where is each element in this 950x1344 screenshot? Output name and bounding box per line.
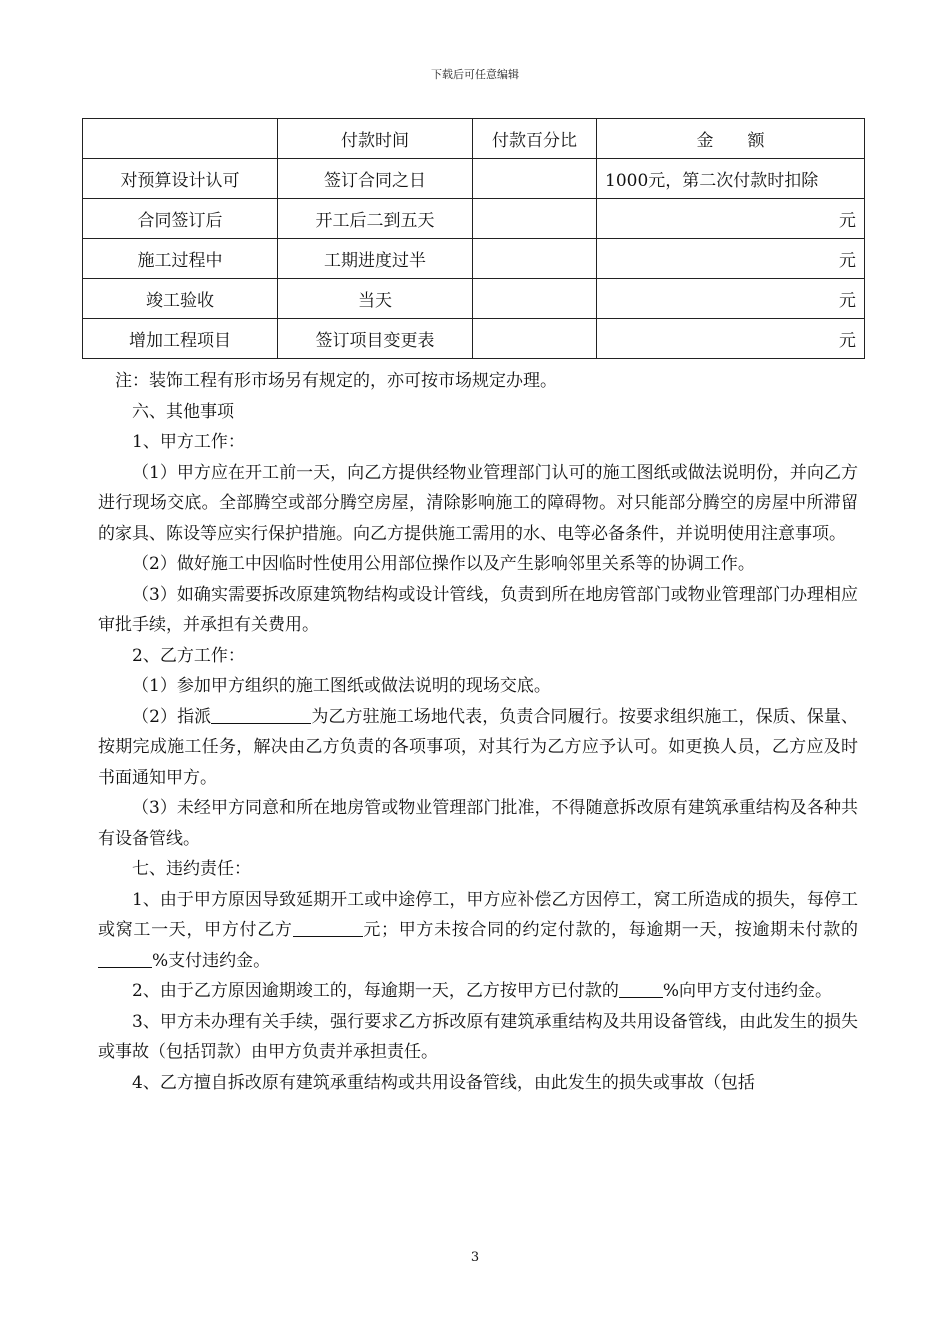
clause-text: 2、由于乙方原因逾期竣工的，每逾期一天，乙方按甲方已付款的: [132, 981, 619, 1001]
table-cell: 签订项目变更表: [278, 319, 473, 359]
table-row: [83, 199, 865, 239]
table-cell: 元: [597, 319, 865, 359]
fill-in-blank[interactable]: [211, 705, 311, 724]
table-header-cell: 金 额: [597, 119, 865, 159]
table-cell: 元: [597, 199, 865, 239]
clause-paragraph: [98, 702, 858, 794]
fill-in-blank[interactable]: [619, 979, 663, 998]
section-heading: 七、违约责任：: [132, 859, 251, 879]
clause-text: %支付违约金。: [152, 950, 271, 971]
clause-text: （2）指派: [132, 706, 212, 727]
table-cell: [473, 279, 597, 319]
clause-text: 元；甲方未按合同的约定付款的，每逾期一天，按逾期未付款的: [362, 920, 859, 940]
table-header-row: [83, 119, 865, 159]
clause-paragraph: [98, 885, 858, 977]
table-cell: 1000元，第二次付款时扣除: [597, 159, 865, 199]
table-cell: [473, 159, 597, 199]
table-cell: 竣工验收: [83, 279, 278, 319]
clause-paragraph: （1）甲方应在开工前一天，向乙方提供经物业管理部门认可的施工图纸或做法说明份，并向乙方进行现场交底。全部腾空或部分腾空房屋，清除影响施工的障碍物。对只能部分腾空的房屋中所滞留的家具、陈设等应实行保护措施。向乙方提供施工需用的水、电等必备条件，并说明使用注意事项。: [98, 462, 858, 544]
table-row: [83, 239, 865, 279]
clause-paragraph: （1）参加甲方组织的施工图纸或做法说明的现场交底。: [132, 676, 551, 696]
header-note: 下载后可任意编辑: [431, 68, 519, 81]
subsection-heading: 2、乙方工作：: [132, 645, 245, 666]
note-paragraph: 注：装饰工程有形市场另有规定的，亦可按市场规定办理。: [115, 371, 557, 391]
table-cell: [473, 199, 597, 239]
table-header-cell: 付款时间: [278, 119, 473, 159]
clause-paragraph: 3、甲方未办理有关手续，强行要求乙方拆改原有建筑承重结构及共用设备管线，由此发生的损失或事故（包括罚款）由甲方负责并承担责任。: [98, 1011, 858, 1062]
clause-paragraph: （3）未经甲方同意和所在地房管或物业管理部门批准，不得随意拆改原有建筑承重结构及各种共有设备管线。: [98, 798, 858, 849]
clause-text: %向甲方支付违约金。: [662, 981, 832, 1001]
table-cell: 当天: [278, 279, 473, 319]
document-body: [98, 366, 858, 1098]
payment-table: [82, 118, 865, 359]
table-header-cell: 付款百分比: [473, 119, 597, 159]
section-heading: 六、其他事项: [132, 401, 234, 422]
table-cell: 增加工程项目: [83, 319, 278, 359]
fill-in-blank[interactable]: [293, 918, 363, 937]
table-cell: 元: [597, 239, 865, 279]
table-cell: 签订合同之日: [278, 159, 473, 199]
table-cell: 工期进度过半: [278, 239, 473, 279]
table-cell: [473, 319, 597, 359]
clause-text: 为乙方驻施工场地代表，负责合同履行。按要求组织施工，保质、保量、按期完成施工任务，解决由乙方负责的各项事项，对其行为乙方应予认可。如更换人员，乙方应及时书面通知甲方。: [98, 706, 858, 788]
table-row: [83, 319, 865, 359]
fill-in-blank[interactable]: [98, 949, 152, 968]
table-cell: 元: [597, 279, 865, 319]
clause-paragraph: 4、乙方擅自拆改原有建筑承重结构或共用设备管线，由此发生的损失或事故（包括: [132, 1072, 755, 1093]
table-row: [83, 159, 865, 199]
clause-paragraph: [98, 976, 858, 1007]
clause-paragraph: （3）如确实需要拆改原建筑物结构或设计管线，负责到所在地房管部门或物业管理部门办理相应审批手续，并承担有关费用。: [98, 584, 858, 635]
table-row: [83, 279, 865, 319]
table-cell: [473, 239, 597, 279]
table-cell: 合同签订后: [83, 199, 278, 239]
clause-paragraph: （2）做好施工中因临时性使用公用部位操作以及产生影响邻里关系等的协调工作。: [132, 554, 755, 574]
table-cell: 开工后二到五天: [278, 199, 473, 239]
subsection-heading: 1、甲方工作：: [132, 432, 245, 452]
page-number: 3: [470, 1250, 480, 1265]
clause-text: 1、由于甲方原因导致延期开工或中途停工，甲方应补偿乙方因停工，窝工所造成的损失，每停工或窝工一天，甲方付乙方: [98, 889, 858, 940]
table-cell: 对预算设计认可: [83, 159, 278, 199]
table-header-cell: [83, 119, 278, 159]
table-cell: 施工过程中: [83, 239, 278, 279]
